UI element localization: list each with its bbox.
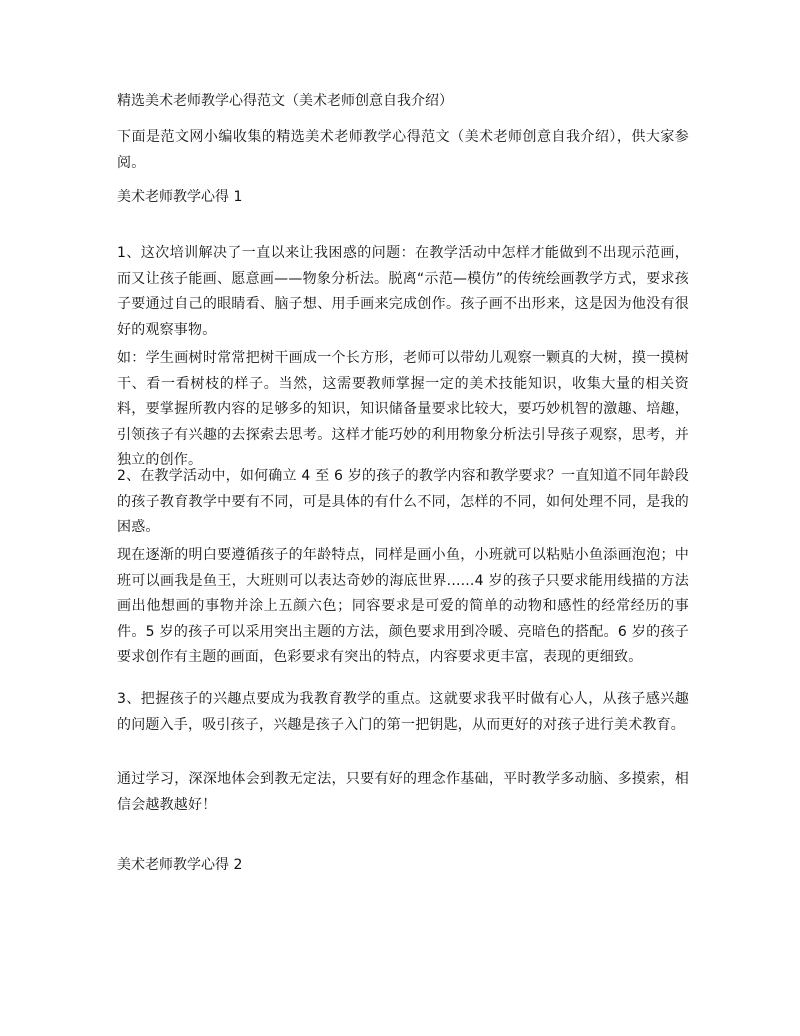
paragraph-3: 2、在教学活动中，如何确立 4 至 6 岁的孩子的教学内容和教学要求？一直知道不同年龄段的孩子教育教学中要有不同，可是具体的有什么不同，怎样的不同，如何处理不同，是我的困惑。 <box>117 468 689 535</box>
intro-paragraph: 下面是范文网小编收集的精选美术老师教学心得范文（美术老师创意自我介绍），供大家参阅。 <box>117 129 689 171</box>
paragraph-6: 通过学习，深深地体会到教无定法，只要有好的理念作基础，平时教学多动脑、多摸索，相信会越教越好！ <box>117 771 689 813</box>
document-title: 精选美术老师教学心得范文（美术老师创意自我介绍） <box>117 93 453 109</box>
section-heading-1: 美术老师教学心得 1 <box>117 189 243 205</box>
section-heading-2: 美术老师教学心得 2 <box>117 857 243 873</box>
paragraph-1: 1、这次培训解决了一直以来让我困惑的问题：在教学活动中怎样才能做到不出现示范画，而又让孩子能画、愿意画——物象分析法。脱离“示范—模仿”的传统绘画教学方式，要求孩子要通过自己的眼睛看、脑子想、用手画来完成创作。孩子画不出形来，这是因为他没有很好的观察事物。 <box>117 245 689 338</box>
paragraph-4: 现在逐渐的明白要遵循孩子的年龄特点，同样是画小鱼，小班就可以粘贴小鱼添画泡泡；中班可以画我是鱼王，大班则可以表达奇妙的海底世界......4 岁的孩子只要求能用线描的方法画出他想画的事物并涂上五颜六色；同容要求是可爱的简单的动物和感性的经常经历的事件。5 岁的孩子可以采用突出主题的方法，颜色要求用到冷暖、亮暗色的搭配。6 岁的孩子要求创作有主题的画面，色彩要求有突出的特点，内容要求更丰富，表现的更细致。 <box>117 547 689 665</box>
paragraph-5: 3、把握孩子的兴趣点要成为我教育教学的重点。这就要求我平时做有心人，从孩子感兴趣的问题入手，吸引孩子，兴趣是孩子入门的第一把钥匙，从而更好的对孩子进行美术教育。 <box>117 691 689 733</box>
paragraph-2: 如：学生画树时常常把树干画成一个长方形，老师可以带幼儿观察一颗真的大树，摸一摸树干、看一看树枝的样子。当然，这需要教师掌握一定的美术技能知识，收集大量的相关资料，要掌握所教内容的足够多的知识，知识储备量要求比较大，要巧妙机智的激趣、培趣，引领孩子有兴趣的去探索去思考。这样才能巧妙的利用物象分析法引导孩子观察，思考，并独立的创作。 <box>117 350 689 468</box>
